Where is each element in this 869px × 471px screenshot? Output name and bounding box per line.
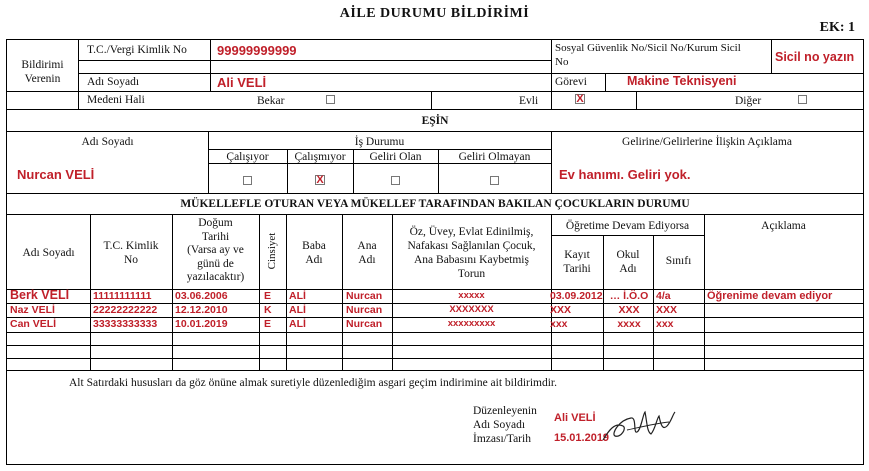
child-tc-cell[interactable]: 11111111111 bbox=[93, 290, 152, 302]
child-gender-cell[interactable]: E bbox=[264, 290, 272, 302]
family-status-form bbox=[6, 39, 864, 465]
children-grade-header: Sınıfı bbox=[665, 255, 692, 267]
child-birth-cell[interactable]: 12.12.2010 bbox=[175, 304, 228, 316]
document-title: AİLE DURUMU BİLDİRİMİ bbox=[339, 6, 530, 21]
child-name-cell[interactable]: Berk VELİ bbox=[10, 289, 70, 301]
tc-value[interactable]: 99999999999 bbox=[217, 43, 297, 58]
check-mark-icon: X bbox=[316, 174, 324, 186]
child-grade-cell[interactable]: xxx bbox=[656, 318, 674, 330]
child-mother-cell[interactable]: Nurcan bbox=[346, 290, 383, 302]
child-gender-cell[interactable]: E bbox=[264, 318, 272, 330]
children-description-header: Açıklama bbox=[761, 220, 806, 232]
signature-icon bbox=[597, 400, 687, 450]
sign-date-label: İmzası/Tarih bbox=[473, 433, 531, 445]
sgk-label-line2: No bbox=[555, 56, 569, 68]
children-tc-header: T.C. Kimlik No bbox=[103, 240, 159, 266]
duty-label: Görevi bbox=[555, 76, 587, 88]
spouse-name-header: Adı Soyadı bbox=[81, 136, 134, 148]
not-working-checkbox[interactable] bbox=[315, 175, 325, 185]
footer-statement: Alt Satırdaki hususları da göz önüne almak suretiyle düzenlediğim asgari geçim indirimine ait bildirimdir. bbox=[69, 377, 557, 389]
work-option-working: Çalışıyor bbox=[226, 151, 269, 163]
working-checkbox[interactable] bbox=[243, 176, 252, 185]
children-name-header: Adı Soyadı bbox=[22, 247, 75, 259]
child-birth-cell[interactable]: 10.01.2019 bbox=[175, 318, 228, 330]
spouse-work-header: İş Durumu bbox=[354, 136, 405, 148]
child-reg-cell[interactable]: 03.09.2012 bbox=[550, 290, 603, 302]
sgk-label: Sosyal Güvenlik No/Sicil No/Kurum Sicil bbox=[555, 42, 741, 54]
work-option-with-income: Geliri Olan bbox=[369, 151, 422, 163]
child-tc-cell[interactable]: 22222222222 bbox=[93, 304, 158, 316]
child-mother-cell[interactable]: Nurcan bbox=[346, 304, 383, 316]
child-relation-cell[interactable]: xxxxx bbox=[458, 290, 485, 301]
name-label: Adı Soyadı bbox=[87, 76, 140, 88]
work-option-no-income: Geliri Olmayan bbox=[458, 151, 531, 163]
child-father-cell[interactable]: ALİ bbox=[289, 304, 306, 316]
child-relation-cell[interactable]: xxxxxxxxx bbox=[447, 318, 496, 329]
children-education-header: Öğretime Devam Ediyorsa bbox=[565, 220, 690, 232]
children-school-header: Okul Adı bbox=[616, 249, 640, 275]
sign-date-value[interactable]: 15.01.2019 bbox=[554, 432, 610, 444]
with-income-checkbox[interactable] bbox=[391, 176, 400, 185]
marital-option-single: Bekar bbox=[257, 95, 285, 107]
children-section-title: MÜKELLEFLE OTURAN VEYA MÜKELLEF TARAFINDAN BAKILAN ÇOCUKLARIN DURUMU bbox=[180, 198, 690, 210]
children-father-header: Baba Adı bbox=[302, 240, 326, 266]
child-grade-cell[interactable]: XXX bbox=[656, 304, 678, 316]
child-school-cell[interactable]: XXX bbox=[618, 304, 640, 316]
other-checkbox[interactable] bbox=[798, 95, 807, 104]
child-reg-cell[interactable]: xxx bbox=[550, 318, 568, 330]
marital-label: Medeni Hali bbox=[87, 94, 145, 106]
children-mother-header: Ana Adı bbox=[357, 240, 377, 266]
children-relation-header: Öz, Üvey, Evlat Edinilmiş, Nafakası Sağlanılan Çocuk, Ana Babasını Kaybetmiş Torun bbox=[407, 226, 536, 280]
child-relation-cell[interactable]: XXXXXXX bbox=[449, 304, 494, 315]
declarant-section-label: Bildirimi Verenin bbox=[21, 59, 64, 85]
child-school-cell[interactable]: xxxx bbox=[617, 318, 641, 330]
spouse-income-header: Gelirine/Gelirlerine İlişkin Açıklama bbox=[622, 136, 792, 148]
child-father-cell[interactable]: ALİ bbox=[289, 290, 306, 302]
child-name-cell[interactable]: Can VELİ bbox=[10, 318, 57, 330]
children-registration-header: Kayıt Tarihi bbox=[563, 249, 591, 275]
children-birth-header: Doğum Tarihi (Varsa ay ve günü de yazılacaktır) bbox=[186, 217, 245, 283]
child-grade-cell[interactable]: 4/a bbox=[656, 290, 671, 302]
child-mother-cell[interactable]: Nurcan bbox=[346, 318, 383, 330]
signer-name-label: Adı Soyadı bbox=[473, 419, 526, 431]
spouse-name-value[interactable]: Nurcan VELİ bbox=[17, 167, 95, 182]
name-value[interactable]: Ali VELİ bbox=[217, 75, 267, 90]
child-school-cell[interactable]: … İ.Ö.O bbox=[609, 290, 649, 302]
child-desc-cell[interactable]: Öğrenime devam ediyor bbox=[707, 290, 833, 302]
child-birth-cell[interactable]: 03.06.2006 bbox=[175, 290, 228, 302]
child-tc-cell[interactable]: 33333333333 bbox=[93, 318, 158, 330]
annex-label: EK: 1 bbox=[819, 20, 855, 35]
work-option-not-working: Çalışmıyor bbox=[294, 151, 346, 163]
tc-label: T.C./Vergi Kimlik No bbox=[87, 44, 187, 56]
spouse-section-title: EŞİN bbox=[421, 115, 449, 127]
child-reg-cell[interactable]: XXX bbox=[550, 304, 572, 316]
child-name-cell[interactable]: Naz VELİ bbox=[10, 304, 55, 316]
marital-option-married: Evli bbox=[519, 95, 539, 107]
prepared-by-label: Düzenleyenin bbox=[473, 405, 537, 417]
duty-value[interactable]: Makine Teknisyeni bbox=[627, 74, 737, 88]
marital-option-other: Diğer bbox=[735, 95, 762, 107]
signer-name-value[interactable]: Ali VELİ bbox=[554, 412, 596, 424]
check-mark-icon: X bbox=[576, 93, 584, 105]
single-checkbox[interactable] bbox=[326, 95, 335, 104]
married-checkbox[interactable] bbox=[575, 94, 585, 104]
child-father-cell[interactable]: ALİ bbox=[289, 318, 306, 330]
spouse-income-value[interactable]: Ev hanımı. Geliri yok. bbox=[559, 167, 691, 182]
no-income-checkbox[interactable] bbox=[490, 176, 499, 185]
child-gender-cell[interactable]: K bbox=[264, 304, 272, 316]
sgk-value[interactable]: Sicil no yazın bbox=[775, 50, 855, 64]
children-gender-header: Cinsiyet bbox=[266, 232, 278, 270]
